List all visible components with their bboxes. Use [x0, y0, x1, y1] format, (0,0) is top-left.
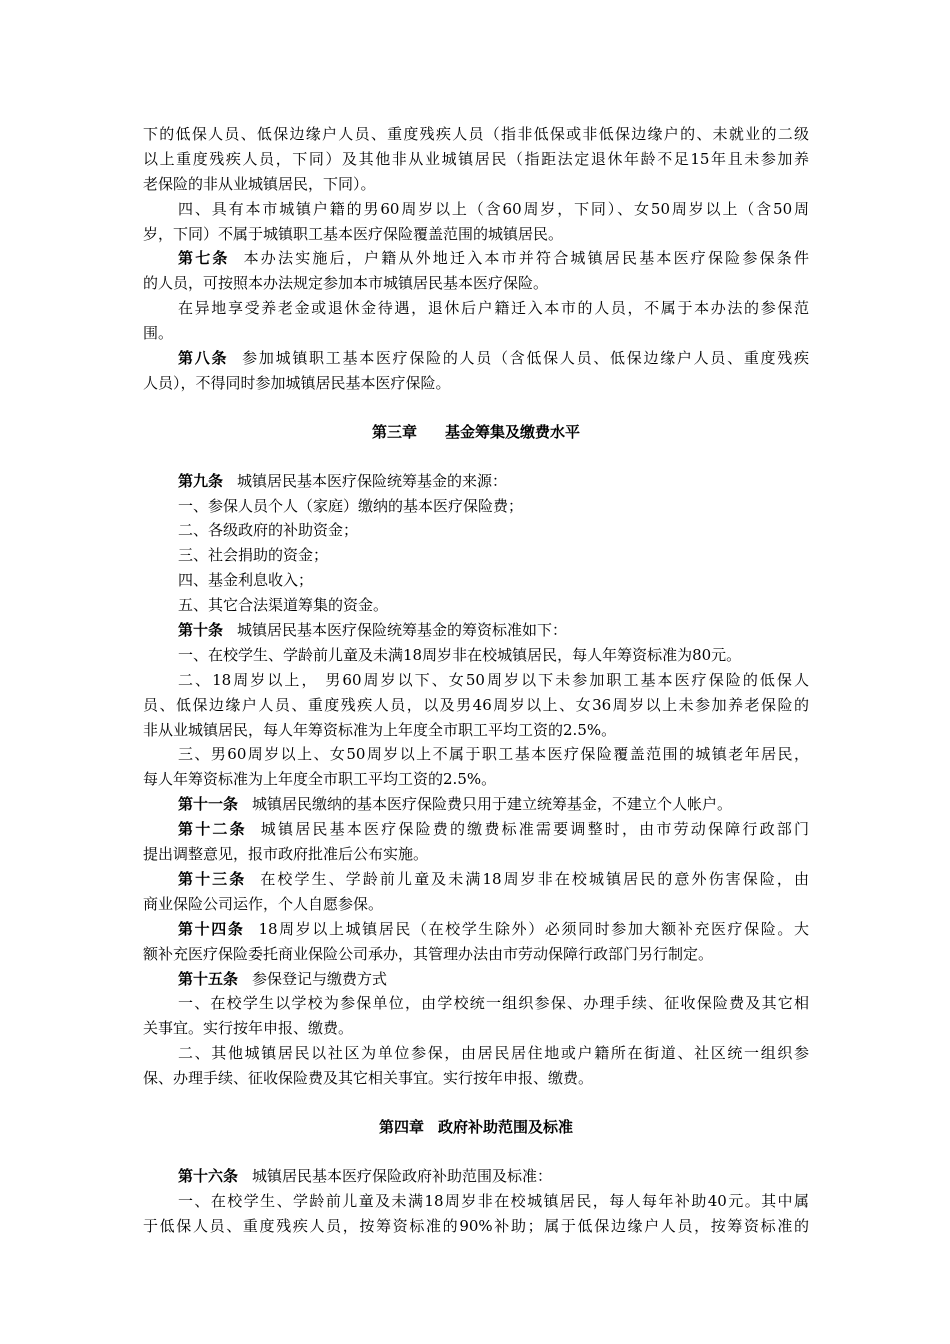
paragraph-line: 四、具有本市城镇户籍的男60周岁以上（含60周岁，下同）、女50周岁以上（含50周	[178, 199, 809, 218]
article-label: 第十二条	[178, 820, 247, 839]
paragraph-line: 的人员，可按照本办法规定参加本市城镇居民基本医疗保险。	[143, 274, 549, 293]
article-label: 第十六条	[178, 1166, 239, 1185]
article-label: 第十一条	[178, 795, 239, 814]
article-label: 第十三条	[178, 869, 247, 888]
chapter-number: 第四章	[378, 1117, 424, 1136]
article-16	[143, 1164, 809, 1189]
article-label: 第十四条	[178, 919, 245, 938]
chapter-number: 第三章	[371, 422, 417, 441]
paragraph-line: 额补充医疗保险委托商业保险公司承办，其管理办法由市劳动保障行政部门另行制定。	[143, 944, 714, 963]
chapter-heading-3	[143, 420, 809, 445]
article-label: 第八条	[178, 349, 229, 368]
document-page	[143, 122, 809, 1239]
article-label: 第十五条	[178, 969, 239, 988]
article-text: 城镇居民基本医疗保险政府补助范围及标准：	[252, 1166, 553, 1185]
article-11	[143, 792, 809, 817]
article-text: 参加城镇职工基本医疗保险的人员（含低保人员、低保边缘户人员、重度残疾	[242, 349, 809, 368]
article-text: 城镇居民基本医疗保险统筹基金的筹资标准如下：	[237, 621, 568, 640]
article-12	[143, 817, 809, 842]
article-15	[143, 967, 809, 992]
paragraph-line: 在异地享受养老金或退休金待遇，退休后户籍迁入本市的人员，不属于本办法的参保范	[178, 299, 809, 318]
article-text: 18周岁以上城镇居民（在校学生除外）必须同时参加大额补充医疗保险。大	[258, 919, 809, 938]
list-item: 二、18周岁以上， 男60周岁以下、女50周岁以下未参加职工基本医疗保险的低保人	[178, 670, 809, 689]
paragraph-line: 非从业城镇居民，每人年筹资标准为上年度全市职工平均工资的2.5%。	[143, 720, 617, 739]
list-item: 二、各级政府的补助资金；	[178, 521, 359, 540]
paragraph-line: 商业保险公司运作，个人自愿参保。	[143, 894, 384, 913]
paragraph-line: 于低保人员、重度残疾人员，按筹资标准的90%补助；属于低保边缘户人员，按筹资标准的	[143, 1216, 809, 1235]
paragraph-line: 每人年筹资标准为上年度全市职工平均工资的2.5%。	[143, 770, 497, 789]
chapter-heading-4	[143, 1115, 809, 1140]
article-7	[143, 246, 809, 271]
list-item: 二、其他城镇居民以社区为单位参保，由居民居住地或户籍所在街道、社区统一组织参	[178, 1044, 809, 1063]
list-item: 五、其它合法渠道筹集的资金。	[178, 596, 389, 615]
article-text: 城镇居民缴纳的基本医疗保险费只用于建立统筹基金，不建立个人帐户。	[252, 795, 733, 814]
paragraph-line: 提出调整意见，报市政府批准后公布实施。	[143, 845, 429, 864]
article-8	[143, 346, 809, 371]
article-label: 第十条	[178, 621, 224, 640]
article-text: 参保登记与缴费方式	[252, 969, 388, 988]
article-label: 第七条	[178, 249, 230, 268]
article-13	[143, 867, 809, 892]
list-item: 四、基金利息收入；	[178, 571, 314, 590]
article-14	[143, 917, 809, 942]
list-item: 一、在校学生以学校为参保单位，由学校统一组织参保、办理手续、征收保险费及其它相	[178, 994, 809, 1013]
chapter-title: 政府补助范围及标准	[438, 1117, 574, 1136]
list-item: 三、男60周岁以上、女50周岁以上不属于职工基本医疗保险覆盖范围的城镇老年居民，	[178, 745, 809, 764]
list-item: 一、在校学生、学龄前儿童及未满18周岁非在校城镇居民，每人每年补助40元。其中属	[178, 1191, 809, 1210]
article-text: 在校学生、学龄前儿童及未满18周岁非在校城镇居民的意外伤害保险，由	[260, 869, 809, 888]
paragraph-line: 围。	[143, 324, 174, 343]
article-10	[143, 618, 809, 643]
chapter-title: 基金筹集及缴费水平	[445, 422, 581, 441]
paragraph-line: 下的低保人员、低保边缘户人员、重度残疾人员（指非低保或非低保边缘户的、未就业的二级	[143, 125, 809, 143]
paragraph-line: 岁，下同）不属于城镇职工基本医疗保险覆盖范围的城镇居民。	[143, 224, 564, 243]
paragraph-line: 人员），不得同时参加城镇居民基本医疗保险。	[143, 373, 451, 392]
paragraph-line: 老保险的非从业城镇居民，下同）。	[143, 174, 376, 193]
article-text: 城镇居民基本医疗保险统筹基金的来源：	[237, 471, 508, 490]
list-item: 一、参保人员个人（家庭）缴纳的基本医疗保险费；	[178, 496, 524, 515]
list-item: 三、社会捐助的资金；	[178, 546, 329, 565]
paragraph-line: 员、低保边缘户人员、重度残疾人员，以及男46周岁以上、女36周岁以上未参加养老保险的	[143, 695, 809, 714]
paragraph-line: 保、办理手续、征收保险费及其它相关事宜。实行按年申报、缴费。	[143, 1069, 594, 1088]
paragraph-line: 以上重度残疾人员，下同）及其他非从业城镇居民（指距法定退休年龄不足15年且未参加养	[143, 149, 809, 168]
article-label: 第九条	[178, 471, 224, 490]
article-9	[143, 469, 809, 494]
article-text: 城镇居民基本医疗保险费的缴费标准需要调整时，由市劳动保障行政部门	[260, 820, 809, 839]
article-text: 本办法实施后，户籍从外地迁入本市并符合城镇居民基本医疗保险参保条件	[243, 249, 809, 268]
paragraph-line: 关事宜。实行按年申报、缴费。	[143, 1019, 354, 1038]
list-item: 一、在校学生、学龄前儿童及未满18周岁非在校城镇居民，每人年筹资标准为80元。	[178, 645, 742, 664]
